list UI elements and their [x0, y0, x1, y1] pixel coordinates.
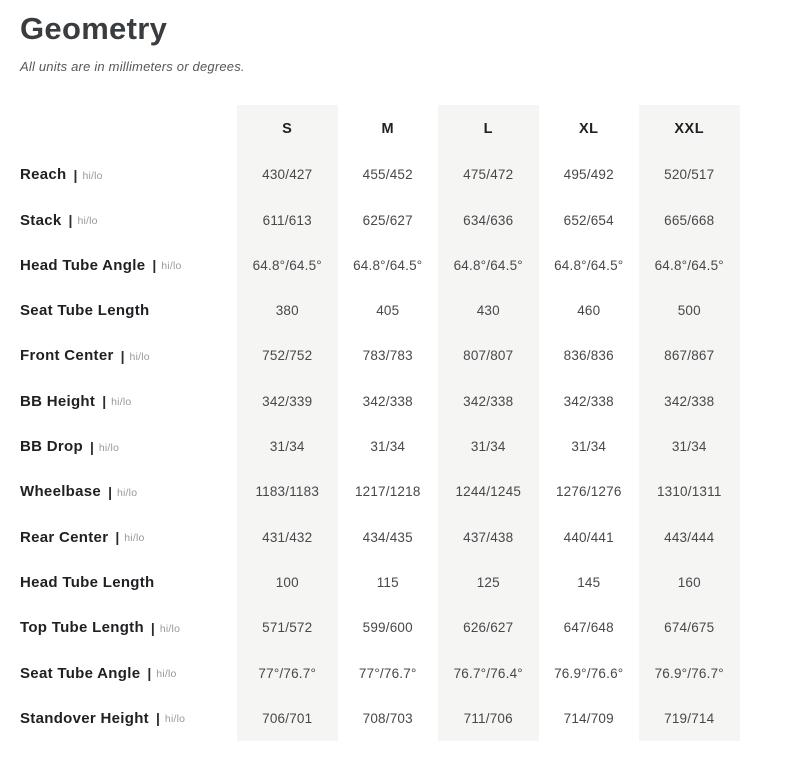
label-separator: | — [155, 710, 160, 727]
value-cell: 836/836 — [563, 348, 614, 364]
value-cell: 160 — [639, 560, 740, 605]
value-cell: 125 — [438, 560, 539, 605]
value-cell: 31/34 — [438, 424, 539, 469]
value-cell: 115 — [376, 574, 399, 590]
row-label-standover-height — [20, 696, 237, 741]
value-cell: 64.8°/64.5° — [554, 257, 624, 273]
value-cell: 634/636 — [438, 197, 539, 242]
value-cell: 100 — [237, 560, 338, 605]
value-cell: 31/34 — [237, 424, 338, 469]
row-label-text: Seat Tube Angle — [20, 664, 141, 682]
value-cell: 625/627 — [362, 212, 413, 228]
hi-lo-note: hi/lo — [124, 532, 145, 545]
value-cell: 611/613 — [237, 197, 338, 242]
value-cell: 64.8°/64.5° — [639, 243, 740, 288]
row-label-text: Stack — [20, 211, 62, 229]
value-cell: 437/438 — [438, 514, 539, 559]
value-cell: 1217/1218 — [354, 484, 421, 500]
row-label-text: Rear Center — [20, 528, 109, 546]
hi-lo-note: hi/lo — [159, 622, 181, 635]
value-cell: 77°/76.7° — [358, 665, 417, 681]
value-cell: 674/675 — [639, 605, 740, 650]
value-cell: 807/807 — [438, 333, 539, 378]
value-cell: 76.9°/76.6° — [554, 665, 624, 681]
row-label-text: Top Tube Length — [20, 619, 144, 637]
value-cell: 64.8°/64.5° — [237, 243, 338, 288]
value-cell: 708/703 — [362, 710, 413, 726]
hi-lo-note: hi/lo — [161, 260, 182, 273]
value-cell: 31/34 — [370, 439, 406, 455]
header-spacer — [20, 105, 237, 152]
label-separator: | — [150, 619, 155, 636]
value-cell: 719/714 — [639, 696, 740, 741]
label-separator: | — [73, 166, 78, 183]
column-header-xl: XL — [578, 120, 599, 137]
value-cell: 1276/1276 — [555, 484, 622, 500]
row-label-text: BB Height — [20, 392, 96, 410]
row-label-text: Seat Tube Length — [20, 302, 150, 320]
row-label-text: Head Tube Angle — [20, 256, 146, 274]
label-separator: | — [89, 438, 94, 455]
row-label-reach — [20, 152, 237, 197]
value-cell: 475/472 — [438, 152, 539, 197]
value-cell: 430 — [438, 288, 539, 333]
value-cell: 145 — [577, 574, 601, 590]
value-cell: 495/492 — [563, 167, 614, 183]
value-cell: 76.7°/76.4° — [438, 650, 539, 695]
value-cell: 1244/1245 — [438, 469, 539, 514]
value-cell: 714/709 — [563, 710, 614, 726]
row-label-bb-height — [20, 379, 237, 424]
value-cell: 706/701 — [237, 696, 338, 741]
value-cell: 571/572 — [237, 605, 338, 650]
row-label-head-tube-length — [20, 560, 237, 605]
row-label-rear-center — [20, 514, 237, 559]
row-label-text: Head Tube Length — [20, 573, 155, 591]
row-label-front-center — [20, 333, 237, 378]
value-cell: 626/627 — [438, 605, 539, 650]
row-label-top-tube-length — [20, 605, 237, 650]
row-label-wheelbase — [20, 469, 237, 514]
geometry-table — [20, 105, 799, 741]
value-cell: 1310/1311 — [639, 469, 740, 514]
value-cell: 867/867 — [639, 333, 740, 378]
column-header-l: L — [438, 105, 539, 152]
hi-lo-note: hi/lo — [164, 713, 186, 726]
value-cell: 342/338 — [563, 393, 614, 409]
value-cell: 342/338 — [639, 379, 740, 424]
column-header-m: M — [381, 120, 395, 137]
geometry-page — [0, 12, 799, 741]
label-separator: | — [108, 483, 112, 500]
column-header-xxl: XXL — [639, 105, 740, 152]
value-cell: 76.9°/76.7° — [639, 650, 740, 695]
row-label-stack — [20, 197, 237, 242]
value-cell: 455/452 — [362, 167, 413, 183]
value-cell: 342/338 — [438, 379, 539, 424]
hi-lo-note: hi/lo — [77, 215, 98, 228]
label-separator: | — [152, 257, 157, 274]
value-cell: 31/34 — [639, 424, 740, 469]
value-cell: 430/427 — [237, 152, 338, 197]
value-cell: 342/339 — [237, 379, 338, 424]
value-cell: 434/435 — [362, 529, 413, 545]
hi-lo-note: hi/lo — [111, 396, 132, 409]
label-separator: | — [102, 393, 107, 410]
page-title: Geometry — [20, 11, 168, 46]
value-cell: 64.8°/64.5° — [438, 243, 539, 288]
hi-lo-note: hi/lo — [156, 668, 177, 680]
value-cell: 783/783 — [362, 348, 413, 364]
value-cell: 443/444 — [639, 514, 740, 559]
value-cell: 405 — [376, 303, 400, 319]
units-note: All units are in millimeters or degrees. — [20, 59, 245, 75]
hi-lo-note: hi/lo — [129, 350, 150, 363]
value-cell: 431/432 — [237, 514, 338, 559]
value-cell: 342/338 — [362, 393, 413, 409]
row-label-seat-tube-angle — [20, 650, 237, 695]
column-header-s: S — [237, 105, 338, 152]
row-label-text: Reach — [20, 166, 67, 184]
row-label-seat-tube-length — [20, 288, 237, 333]
value-cell: 64.8°/64.5° — [353, 257, 423, 273]
value-cell: 647/648 — [563, 620, 614, 636]
value-cell: 500 — [639, 288, 740, 333]
row-label-text: Standover Height — [20, 709, 149, 727]
value-cell: 77°/76.7° — [237, 650, 338, 695]
value-cell: 440/441 — [563, 529, 614, 545]
label-separator: | — [147, 665, 152, 681]
value-cell: 652/654 — [563, 212, 614, 228]
row-label-text: Wheelbase — [20, 483, 102, 501]
value-cell: 711/706 — [438, 696, 539, 741]
row-label-text: Front Center — [20, 347, 114, 365]
value-cell: 665/668 — [639, 197, 740, 242]
hi-lo-note: hi/lo — [82, 169, 103, 182]
value-cell: 520/517 — [639, 152, 740, 197]
row-label-head-tube-angle — [20, 243, 237, 288]
hi-lo-note: hi/lo — [98, 441, 120, 454]
hi-lo-note: hi/lo — [116, 486, 138, 499]
value-cell: 460 — [577, 303, 601, 319]
value-cell: 599/600 — [362, 620, 413, 636]
row-label-bb-drop — [20, 424, 237, 469]
label-separator: | — [115, 529, 120, 546]
label-separator: | — [120, 347, 125, 364]
value-cell: 1183/1183 — [237, 469, 338, 514]
value-cell: 31/34 — [571, 439, 607, 455]
value-cell: 380 — [237, 288, 338, 333]
label-separator: | — [68, 212, 73, 229]
row-label-text: BB Drop — [20, 438, 83, 456]
value-cell: 752/752 — [237, 333, 338, 378]
